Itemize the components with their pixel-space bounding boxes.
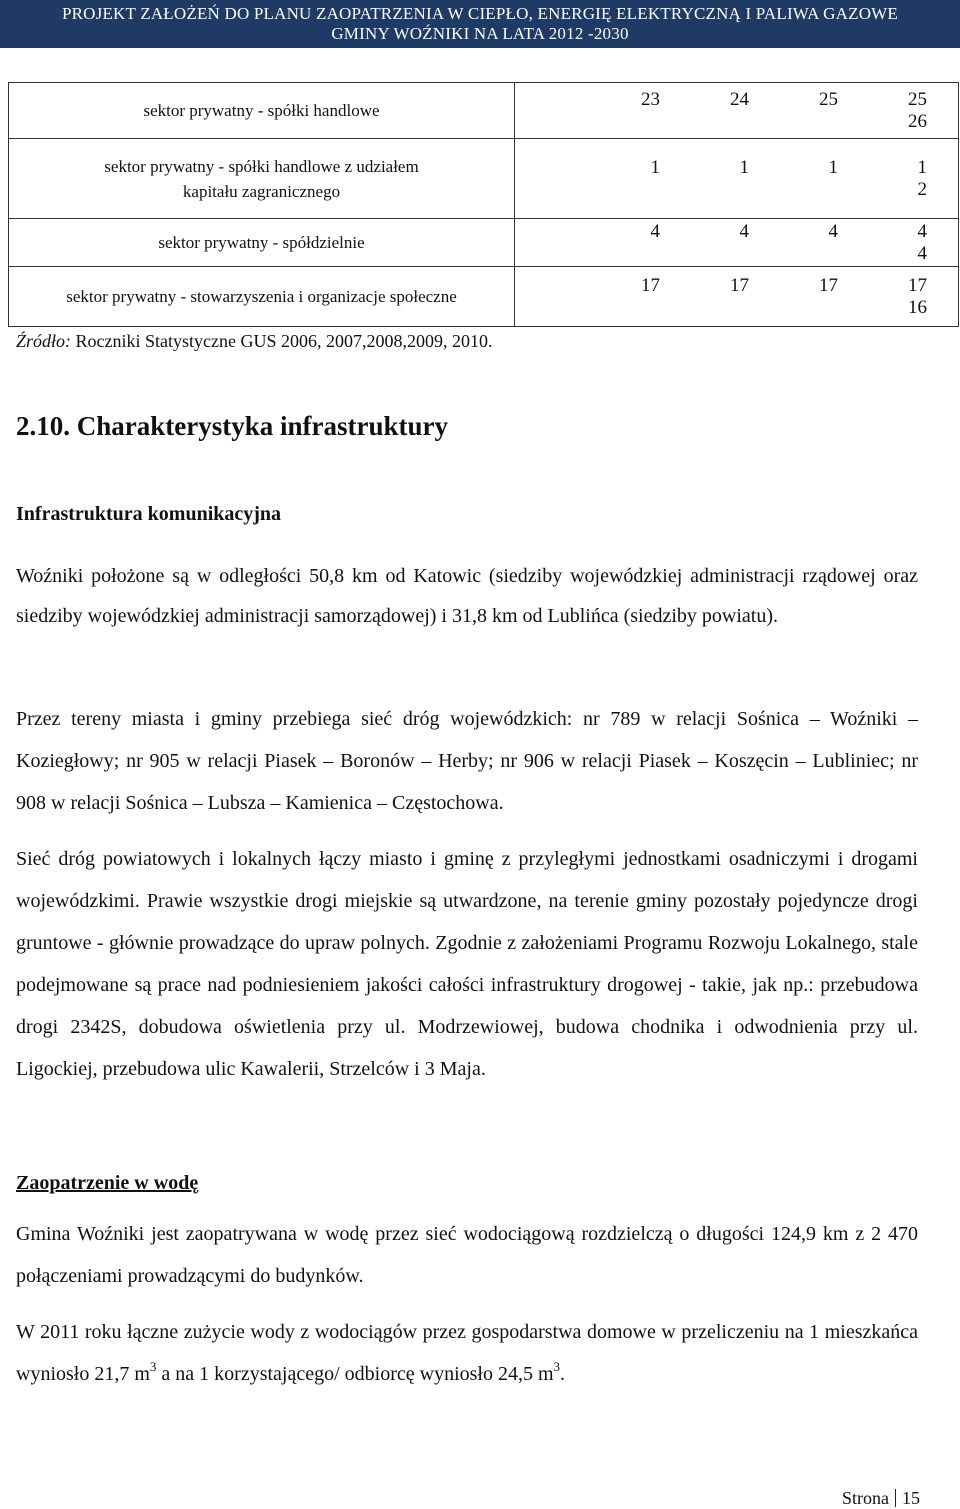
table-row	[9, 219, 959, 267]
page-number: 15	[902, 1488, 920, 1508]
cell-value: 2	[917, 178, 927, 200]
cell-value: 16	[908, 296, 927, 318]
page-footer	[842, 1488, 920, 1509]
table-row	[9, 83, 959, 139]
paragraph-water-consumption	[16, 1311, 918, 1395]
cell-value: 1	[739, 156, 749, 178]
paragraph-roads: Przez tereny miasta i gminy przebiega sieć dróg wojewódzkich: nr 789 w relacji Sośnica – Woźniki – Koziegłowy; nr 905 w relacji Piasek – Boronów – Herby; nr 906 w relacji Piasek – Koszęcin – Lubliniec; nr 908 w relacji Sośnica – Lubsza – Kamienica – Częstochowa.	[16, 708, 918, 814]
superscript-cubic: 3	[149, 1359, 157, 1374]
footer-divider	[895, 1489, 896, 1507]
page-label: Strona	[842, 1488, 889, 1508]
cell-value: 25	[908, 88, 927, 110]
cell-value: 1	[650, 156, 660, 178]
section-title: 2.10. Charakterystyka infrastruktury	[16, 411, 448, 441]
cell-value: 4	[917, 220, 927, 242]
header-line-1: PROJEKT ZAŁOŻEŃ DO PLANU ZAOPATRZENIA W CIEPŁO, ENERGIĘ ELEKTRYCZNĄ I PALIWA GAZOWE	[61, 4, 899, 23]
superscript-cubic: 3	[553, 1359, 561, 1374]
row-label: sektor prywatny - spółdzielnie	[9, 219, 515, 267]
row-values	[515, 139, 959, 219]
row-label: sektor prywatny - stowarzyszenia i organizacje społeczne	[9, 267, 515, 327]
source-text: Roczniki Statystyczne GUS 2006, 2007,2008,2009, 2010.	[71, 331, 493, 351]
cell-value: 4	[917, 242, 927, 264]
consumption-text-1: W 2011 roku łączne zużycie wody z wodociągów przez gospodarstwa domowe w przeliczeniu na 1 mieszkańca wyniosło 21,7 m	[16, 1321, 918, 1385]
cell-value: 4	[739, 220, 749, 242]
cell-value: 17	[730, 274, 749, 296]
cell-value: 23	[641, 88, 660, 110]
paragraph-location: Woźniki położone są w odległości 50,8 km od Katowic (siedziby wojewódzkiej administracji rządowej oraz siedziby wojewódzkiej administracji samorządowej) i 31,8 km od Lublińca (siedziby powiatu).	[16, 565, 918, 627]
paragraph-road-network: Sieć dróg powiatowych i lokalnych łączy miasto i gminę z przyległymi jednostkami osadniczymi i drogami wojewódzkimi. Prawie wszystkie drogi miejskie są utwardzone, na terenie gminy pozostały pojedyncze drogi gruntowe - głównie prowadzące do upraw polnych. Zgodnie z założeniami Programu Rozwoju Lokalnego, stale podejmowane są prace nad podniesieniem jakości całości infrastruktury drogowej - takie, jak np.: przebudowa drogi 2342S, dobudowa oświetlenia przy ul. Modrzewiowej, budowa chodnika i odwodnienia przy ul. Ligockiej, przebudowa ulic Kawalerii, Strzelców i 3 Maja.	[16, 848, 918, 1080]
row-values	[515, 83, 959, 139]
row-label: sektor prywatny - spółki handlowe z udziałem kapitału zagranicznego	[9, 139, 515, 219]
header-line-2: GMINY WOŹNIKI NA LATA 2012 -2030	[331, 24, 629, 43]
subsection-title-transport: Infrastruktura komunikacyjna	[16, 503, 282, 525]
row-values	[515, 219, 959, 267]
cell-value: 17	[641, 274, 660, 296]
row-label: sektor prywatny - spółki handlowe	[9, 83, 515, 139]
consumption-text-3: .	[560, 1363, 566, 1385]
cell-value: 26	[908, 110, 927, 132]
row-values	[515, 267, 959, 327]
source-prefix: Źródło:	[16, 331, 72, 351]
cell-value: 24	[730, 88, 749, 110]
cell-value: 17	[819, 274, 838, 296]
cell-value: 17	[908, 274, 927, 296]
cell-value: 1	[828, 156, 838, 178]
paragraph-water-network: Gmina Woźniki jest zaopatrywana w wodę przez sieć wodociągową rozdzielczą o długości 124,9 km z 2 470 połączeniami prowadzącymi do budynków.	[16, 1223, 918, 1287]
statistics-table	[8, 82, 959, 327]
table-row	[9, 267, 959, 327]
table-source-note	[16, 331, 493, 352]
cell-value: 4	[650, 220, 660, 242]
cell-value: 1	[917, 156, 927, 178]
subsection-title-water: Zaopatrzenie w wodę	[16, 1172, 199, 1194]
table-row	[9, 139, 959, 219]
cell-value: 4	[828, 220, 838, 242]
cell-value: 25	[819, 88, 838, 110]
consumption-text-2: a na 1 korzystającego/ odbiorcę wyniosło 24,5 m	[156, 1363, 554, 1385]
document-header	[0, 0, 960, 48]
